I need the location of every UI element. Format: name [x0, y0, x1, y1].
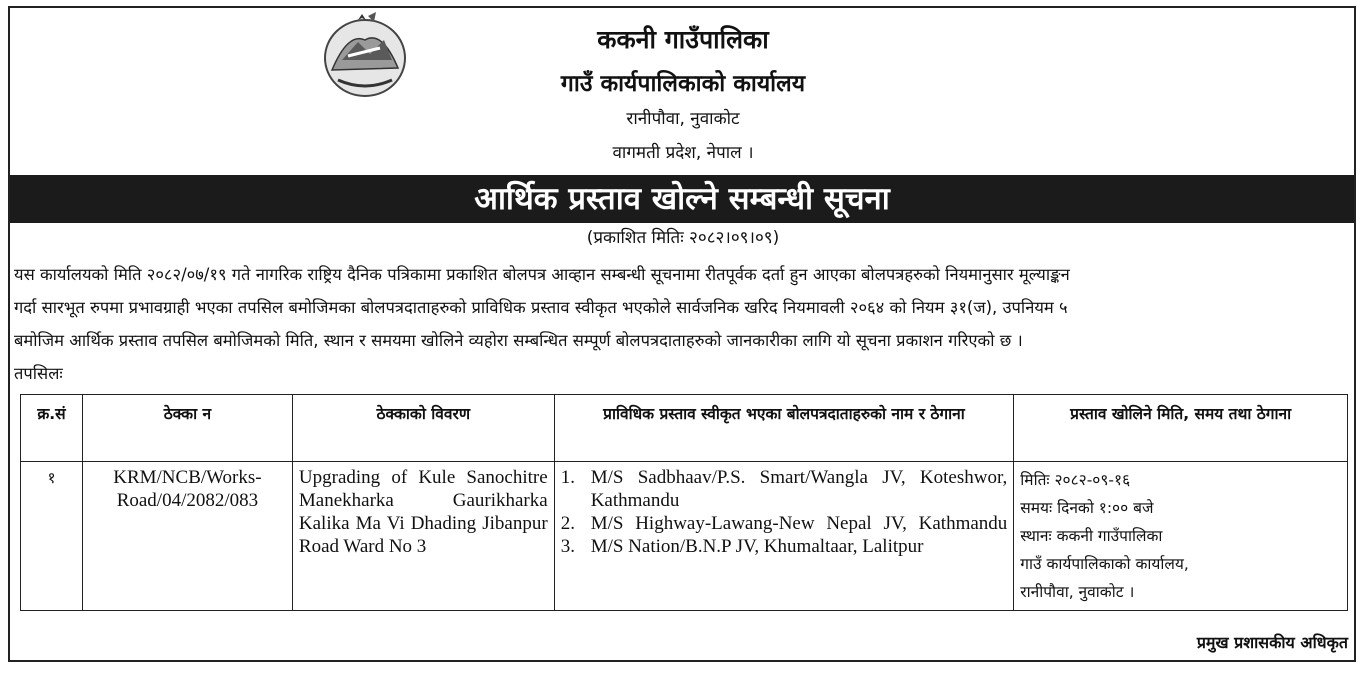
- body-line: तपसिलः: [14, 364, 63, 383]
- cell-description: Upgrading of Kule Sanochitre Manekharka Gaurikharka Kalika Ma Vi Dhading Jibanpur Road Ward No 3: [292, 462, 554, 611]
- bidder-name: M/S Sadbhaav/P.S. Smart/Wangla JV, Koteshwor, Kathmandu: [590, 467, 1008, 511]
- opening-time: समयः दिनको १:०० बजे: [1020, 499, 1154, 517]
- notice-title: आर्थिक प्रस्ताव खोल्ने सम्बन्धी सूचना: [10, 175, 1354, 223]
- bidder-number: 3.: [560, 536, 575, 557]
- org-name: ककनी गाउँपालिका: [597, 25, 769, 54]
- bidder-number: 2.: [560, 513, 575, 534]
- list-item: [561, 466, 1008, 512]
- bid-table: [20, 394, 1348, 611]
- body-line: गर्दा सारभूत रुपमा प्रभावग्राही भएका तपसिल बमोजिमका बोलपत्रदाताहरुको प्राविधिक प्रस्ताव स्वीकृत भएकोले सार्वजनिक खरिद नियमावली २०६४ को नियम ३१(ज), उपनियम ५: [14, 298, 1068, 317]
- published-date: (प्रकाशित मितिः २०८२।०९।०९): [586, 228, 780, 248]
- col-header-opening: प्रस्ताव खोलिने मिति, समय तथा ठेगाना: [1014, 395, 1348, 462]
- col-header-bidders: प्राविधिक प्रस्ताव स्वीकृत भएका बोलपत्रदाताहरुको नाम र ठेगाना: [554, 395, 1014, 462]
- bidder-name: M/S Highway-Lawang-New Nepal JV, Kathmandu: [590, 513, 1008, 534]
- opening-date: मितिः २०८२-०९-१६: [1020, 471, 1131, 489]
- notice-body: [14, 258, 1356, 390]
- opening-office: गाउँ कार्यपालिकाको कार्यालय,: [1020, 555, 1189, 573]
- office-name: गाउँ कार्यपालिकाको कार्यालय: [560, 71, 806, 97]
- cell-bidders: [554, 462, 1014, 611]
- office-province: वागमती प्रदेश, नेपाल ।: [612, 143, 754, 163]
- opening-address: रानीपौवा, नुवाकोट ।: [1020, 583, 1135, 601]
- table-row: [21, 462, 1348, 611]
- table-header-row: [21, 395, 1348, 462]
- body-line: यस कार्यालयको मिति २०८२/०७/१९ गते नागरिक राष्ट्रिय दैनिक पत्रिकामा प्रकाशित बोलपत्र आव्हान सम्बन्धी सूचनामा रीतपूर्वक दर्ता हुन आएका बोलपत्रहरुको नियमानुसार मूल्याङ्कन: [14, 265, 1070, 284]
- signature-title: प्रमुख प्रशासकीय अधिकृत: [1196, 633, 1348, 652]
- col-header-description: ठेक्काको विवरण: [292, 395, 554, 462]
- bidder-number: 1.: [560, 467, 575, 488]
- bidder-name: M/S Nation/B.N.P JV, Khumaltaar, Lalitpur: [590, 536, 924, 557]
- col-header-contract-no: ठेक्का न: [82, 395, 292, 462]
- body-line: बमोजिम आर्थिक प्रस्ताव तपसिल बमोजिमको मिति, स्थान र समयमा खोलिने व्यहोरा सम्बन्धित सम्पूर्ण बोलपत्रदाताहरुको जानकारीका लागि यो सूचना प्रकाशन गरिएको छ ।: [14, 331, 1023, 350]
- cell-sn: १: [21, 462, 83, 611]
- office-address: रानीपौवा, नुवाकोट: [626, 109, 740, 129]
- list-item: [561, 512, 1008, 535]
- opening-place: स्थानः ककनी गाउँपालिका: [1020, 527, 1163, 545]
- col-header-sn: क्र.सं: [21, 395, 83, 462]
- cell-opening: [1014, 462, 1348, 611]
- list-item: [561, 535, 1008, 558]
- cell-contract-no: KRM/NCB/Works-Road/04/2082/083: [82, 462, 292, 611]
